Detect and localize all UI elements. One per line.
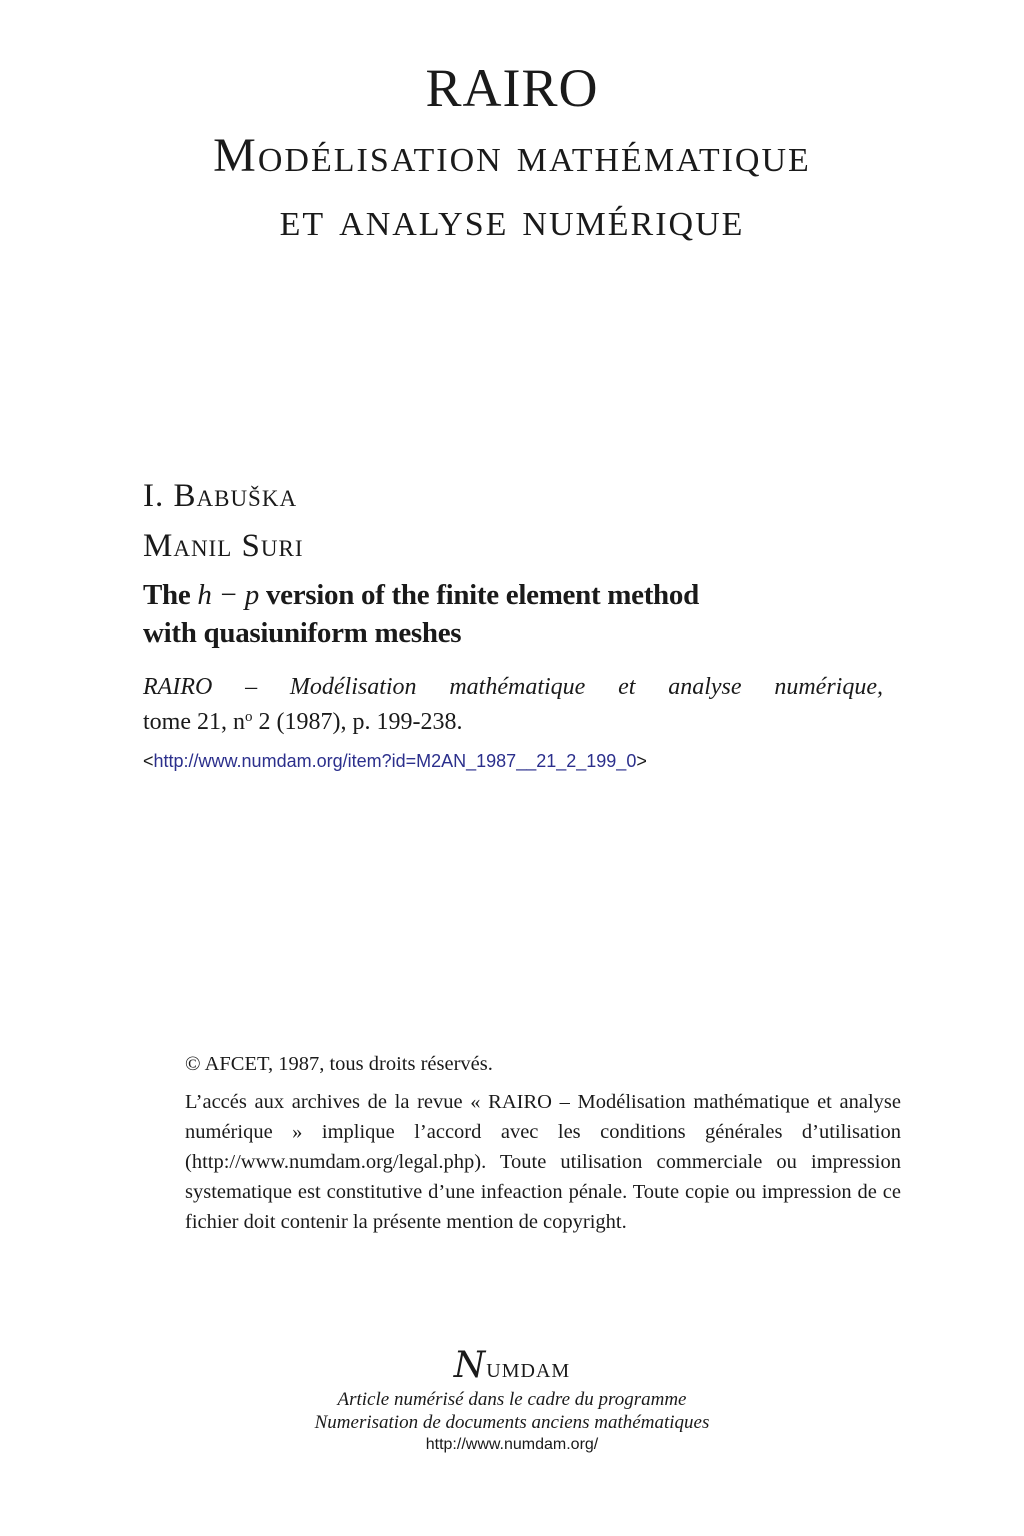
numdam-logo: [0, 1346, 1024, 1388]
article-info: [143, 476, 883, 773]
author-1: I. Babuška: [143, 478, 298, 514]
link-close-bracket: >: [636, 751, 647, 771]
numdam-logo-initial: N: [453, 1345, 487, 1386]
article-title: [143, 576, 883, 652]
numdam-footer: [0, 1346, 1024, 1456]
item-link[interactable]: http://www.numdam.org/item?id=M2AN_1987__21_2_199_0: [153, 751, 637, 771]
copyright-block: [185, 1049, 901, 1237]
citation-details-prefix: tome 21, n: [143, 709, 245, 735]
journal-acronym: RAIRO: [425, 58, 599, 118]
title-math: h − p: [197, 579, 259, 611]
journal-title-line-2: et analyse numérique: [279, 193, 745, 246]
author-2: Manil Suri: [143, 528, 304, 564]
journal-header: [0, 56, 1024, 250]
item-link-line: [143, 749, 883, 773]
citation-details-suffix: 2 (1987), p. 199-238.: [252, 709, 463, 735]
journal-title-line-1: Modélisation mathématique: [213, 129, 811, 182]
link-open-bracket: <: [143, 751, 154, 771]
citation: [143, 672, 883, 737]
numdam-caption-line-1: Article numérisé dans le cadre du programme: [337, 1389, 687, 1410]
numdam-url[interactable]: http://www.numdam.org/: [425, 1436, 599, 1453]
numdam-caption-line-2: Numerisation de documents anciens mathématiques: [314, 1412, 710, 1433]
citation-details-sup: o: [245, 709, 253, 725]
copyright-notice: © AFCET, 1987, tous droits réservés.: [185, 1053, 493, 1075]
numdam-logo-rest: umdam: [486, 1352, 571, 1384]
title-line-2: with quasiuniform meshes: [143, 617, 462, 649]
title-prefix: The: [143, 579, 191, 611]
citation-journal: RAIRO – Modélisation mathématique et analyse numérique,: [143, 674, 883, 700]
copyright-paragraph: L’accés aux archives de la revue « RAIRO – Modélisation mathématique et analyse numérique » implique l’accord avec les conditions générales d’utilisation (http://www.numdam.org/legal.php). Toute utilisation commerciale ou impression systematique est constitutive d’une infeaction pénale. Toute copie ou impression de ce fichier doit contenir la présente mention de copyright.: [185, 1091, 901, 1233]
title-suffix: version of the finite element method: [265, 579, 699, 611]
